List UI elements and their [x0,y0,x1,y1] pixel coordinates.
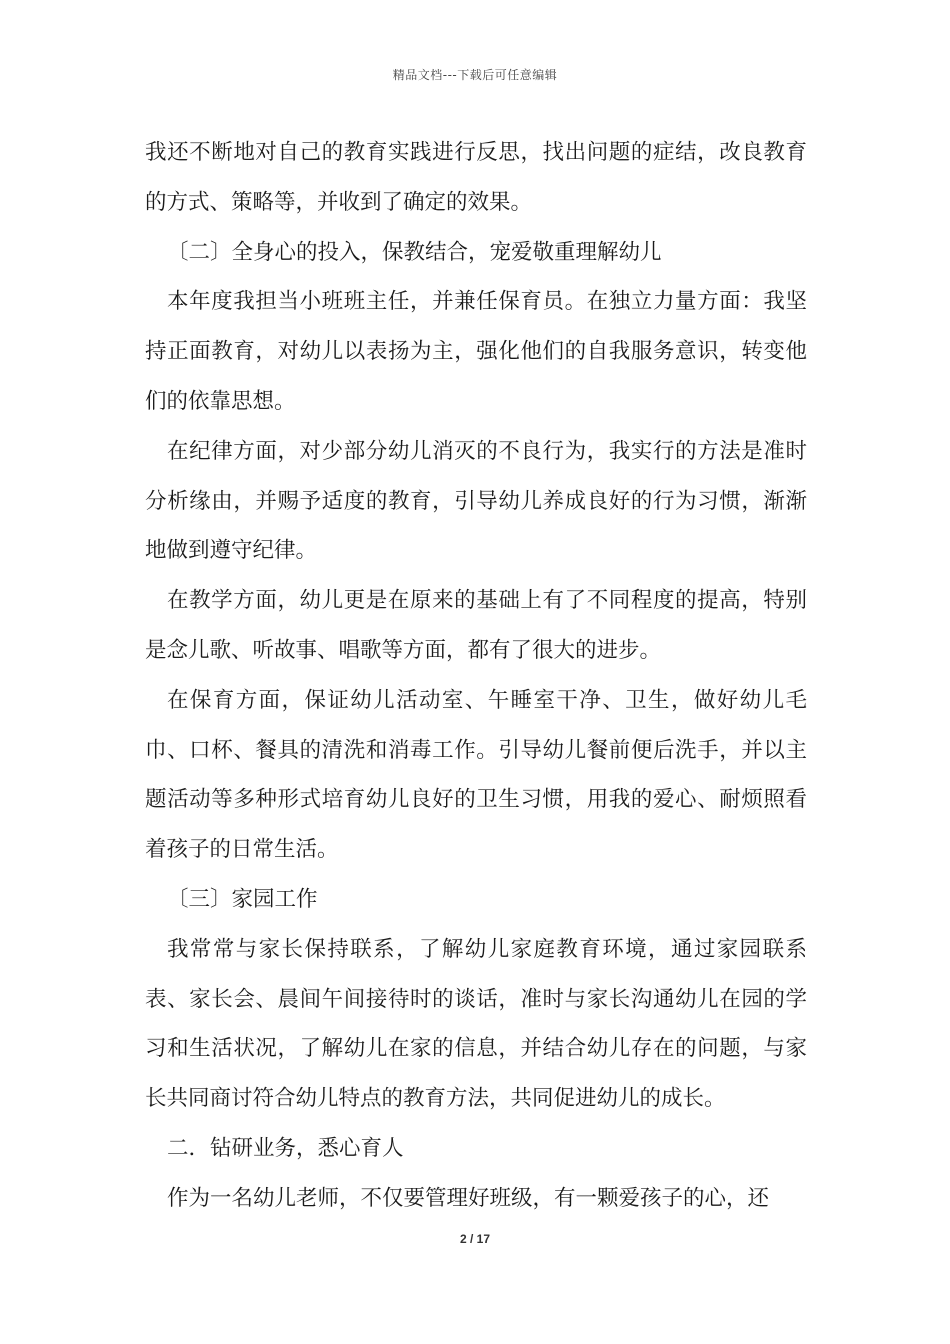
paragraph-4: 在纪律方面，对少部分幼儿消灭的不良行为，我实行的方法是准时分析缘由，并赐予适度的教育，引导幼儿养成良好的行为习惯，渐渐地做到遵守纪律。 [145,438,807,564]
paragraph-6: 在保育方面，保证幼儿活动室、午睡室干净、卫生，做好幼儿毛巾、口杯、餐具的清洗和消毒工作。引导幼儿餐前便后洗手，并以主题活动等多种形式培育幼儿良好的卫生习惯，用我的爱心、耐烦照看着孩子的日常生活。 [145,687,807,863]
paragraph-10: 作为一名幼儿老师，不仅要管理好班级，有一颗爱孩子的心，还 [167,1185,770,1211]
paragraph-8: 我常常与家长保持联系，了解幼儿家庭教育环境，通过家园联系表、家长会、晨间午间接待时的谈话，准时与家长沟通幼儿在园的学习和生活状况，了解幼儿在家的信息，并结合幼儿存在的问题，与家长共同商讨符合幼儿特点的教育方法，共同促进幼儿的成长。 [145,936,807,1112]
section-heading-3: 〔三〕家园工作 [167,886,318,912]
section-heading-2: 〔二〕全身心的投入，保教结合，宠爱敬重理解幼儿 [167,239,662,265]
paragraph-5: 在教学方面，幼儿更是在原来的基础上有了不同程度的提高，特别是念儿歌、听故事、唱歌等方面，都有了很大的进步。 [145,588,807,663]
document-body [145,128,807,1224]
chapter-heading-2: 二．钻研业务，悉心育人 [167,1135,404,1161]
page-number: 2 / 17 [459,1232,491,1246]
paragraph-1: 我还不断地对自己的教育实践进行反思，找出问题的症结，改良教育的方式、策略等，并收到了确定的效果。 [145,140,807,215]
paragraph-3: 本年度我担当小班班主任，并兼任保育员。在独立力量方面：我坚持正面教育，对幼儿以表扬为主，强化他们的自我服务意识，转变他们的依靠思想。 [145,289,807,414]
page-header: 精品文档---下载后可任意编辑 [392,68,558,82]
